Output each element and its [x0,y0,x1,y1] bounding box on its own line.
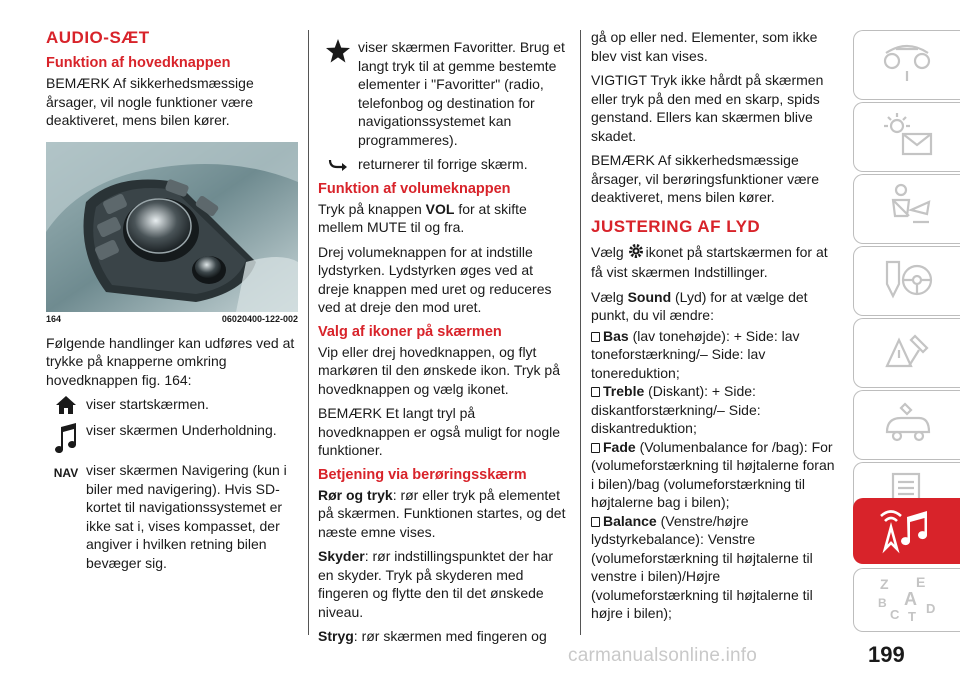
list-item-text: viser skærmen Favoritter. Brug et langt tryk til at gemme bestemte elementer i "Favoritter" (radio, telefonbog og destination for navigationssystemet kan programmeres). [358,39,565,148]
column-1 [46,28,298,578]
tab-breakdown[interactable] [853,318,960,388]
svg-text:A: A [904,588,917,609]
list-item [46,395,298,415]
volume-paragraph-1: Tryk på knappen VOL for at skifte mellem MUTE til og fra. [318,200,527,235]
home-icon [46,395,86,415]
figure-code: 06020400-122-002 [221,313,298,324]
tab-steering-wheel[interactable] [853,246,960,316]
bullet-square-icon [591,332,600,342]
bullet-square-icon [591,517,600,527]
column-3 [591,28,841,623]
tab-seatbelt-airbag[interactable] [853,174,960,244]
list-item: Balance (Venstre/højre lydstyrkebalance): Venstre (volumeforstærkning til højtalerne til venstre i bilen)/Højre (volumeforstærkning til højtalerne til højre i bilen); [591,512,813,621]
svg-text:B: B [878,595,887,610]
touch-paragraph-3: Stryg: rør skærmen med fingeren og [318,628,547,644]
list-item-text: viser skærmen Navigering (kun i biler med navigering). Hvis SD-kortet til navigationssystemet er ikke sat i, vises kompasset, der angiver i hvilken retning bilen bevæger sig. [86,462,287,571]
list-item [318,38,568,149]
back-arrow-icon [318,155,358,171]
warning-lights-icon [879,110,935,165]
svg-text:E: E [916,573,926,590]
bullet-square-icon [591,387,600,397]
watermark: carmanualsonline.info [568,645,758,666]
subheading-select-icons: Valg af ikoner på skærmen [318,323,502,340]
safety-note: BEMÆRK Af sikkerhedsmæssige årsager, vil nogle funktioner være deaktiveret, mens bilen kører. [46,75,254,128]
volume-paragraph-2: Drej volumeknappen for at indstille lydstyrken. Lydstyrken øges ved at dreje knappen med uret og reduceres ved at dreje den mod uret. [318,243,552,315]
subheading-volume-knob: Funktion af volumeknappen [318,180,511,197]
list-item-text: viser startskærmen. [86,396,209,412]
sound-paragraph-1: Vælg ikonet på startskærmen for at få vist skærmen Indstillinger. [591,243,828,280]
list-item [318,155,568,174]
subheading-touchscreen: Betjening via berøringsskærm [318,466,527,483]
multimedia-icon [875,503,939,560]
touch-paragraph-1: Rør og tryk: rør eller tryk på elementet på skærmen. Funktionen startes, og det næste emne vises. [318,486,566,540]
svg-text:Z: Z [880,575,889,592]
select-paragraph-2: BEMÆRK Et langt tryl på hovedknappen er også muligt for nogle funktioner. [318,405,561,458]
list-item: Treble (Diskant): + Side: diskantforstærkning/– Side: diskantreduktion; [591,383,761,436]
page-number: 199 [868,642,905,667]
important-note: VIGTIGT Tryk ikke hårdt på skærmen eller tryk på den med en skarp, spids genstand. Ellers kan skærmen blive skadet. [591,72,824,144]
safety-note: BEMÆRK Af sikkerhedsmæssige årsager, vil berøringsfunktioner være deaktiveret, mens bilen kører. [591,152,819,205]
list-item: Fade (Volumenbalance for /bag): For (volumeforstærkning til højtalerne foran i bilen)/bag (volumeforstærkning til højtalerne bag i bilen); [591,438,835,510]
svg-text:C: C [890,606,900,622]
subheading-main-knob: Funktion af hovedknappen [46,55,231,71]
steering-wheel-icon [879,254,935,309]
settings-gear-icon [628,243,644,264]
list-item [46,461,298,572]
seatbelt-airbag-icon [879,182,935,237]
list-item: Bas (lav tonehøjde): + Side: lav toneforstærkning/– Side: lav tonereduktion; [591,327,800,381]
column-divider [308,30,309,635]
svg-text:T: T [908,608,916,623]
section-heading-sound: JUSTERING AF LYD [591,216,761,236]
column-divider [580,30,581,635]
touch-paragraph-2: Skyder: rør indstillingspunktet der har en skyder. Tryk på skyderen med fingeren og flytte den til det ønskede niveau. [318,548,554,620]
maintenance-icon [879,398,935,453]
sound-paragraph-2: Vælg Sound (Lyd) for at vælge det punkt, du vil ændre: [591,288,808,323]
star-icon [318,38,358,64]
dashboard-icon [882,41,932,90]
index-icon [872,573,942,628]
figure-number: 164 [46,313,62,324]
breakdown-icon [879,326,935,381]
continued-text: gå op eller ned. Elementer, som ikke blev vist kan vises. [591,29,818,64]
tab-maintenance[interactable] [853,390,960,460]
nav-icon: NAV [53,466,79,480]
select-paragraph-1: Vip eller drej hovedknappen, og flyt markøren til den ønskede ikon. Tryk på hovedknappen og vælg ikonet. [318,343,560,397]
list-item [46,421,298,455]
section-heading-audio: AUDIO-SÆT [46,28,150,47]
figure-control-knob-photo [46,142,298,312]
column-2 [318,28,568,652]
music-note-icon [46,421,86,455]
list-item-text: returnerer til forrige skærm. [358,156,528,172]
figure-caption [46,314,298,324]
svg-text:D: D [926,600,936,616]
bullet-square-icon [591,443,600,453]
tab-multimedia[interactable] [853,498,960,564]
list-item-text: viser skærmen Underholdning. [86,422,277,438]
tab-warning-lights[interactable] [853,102,960,172]
tab-index[interactable] [853,568,960,632]
intro-text: Følgende handlinger kan udføres ved at trykke på knapperne omkring hovedknappen fig. 164: [46,334,295,388]
tab-dashboard[interactable] [853,30,960,100]
